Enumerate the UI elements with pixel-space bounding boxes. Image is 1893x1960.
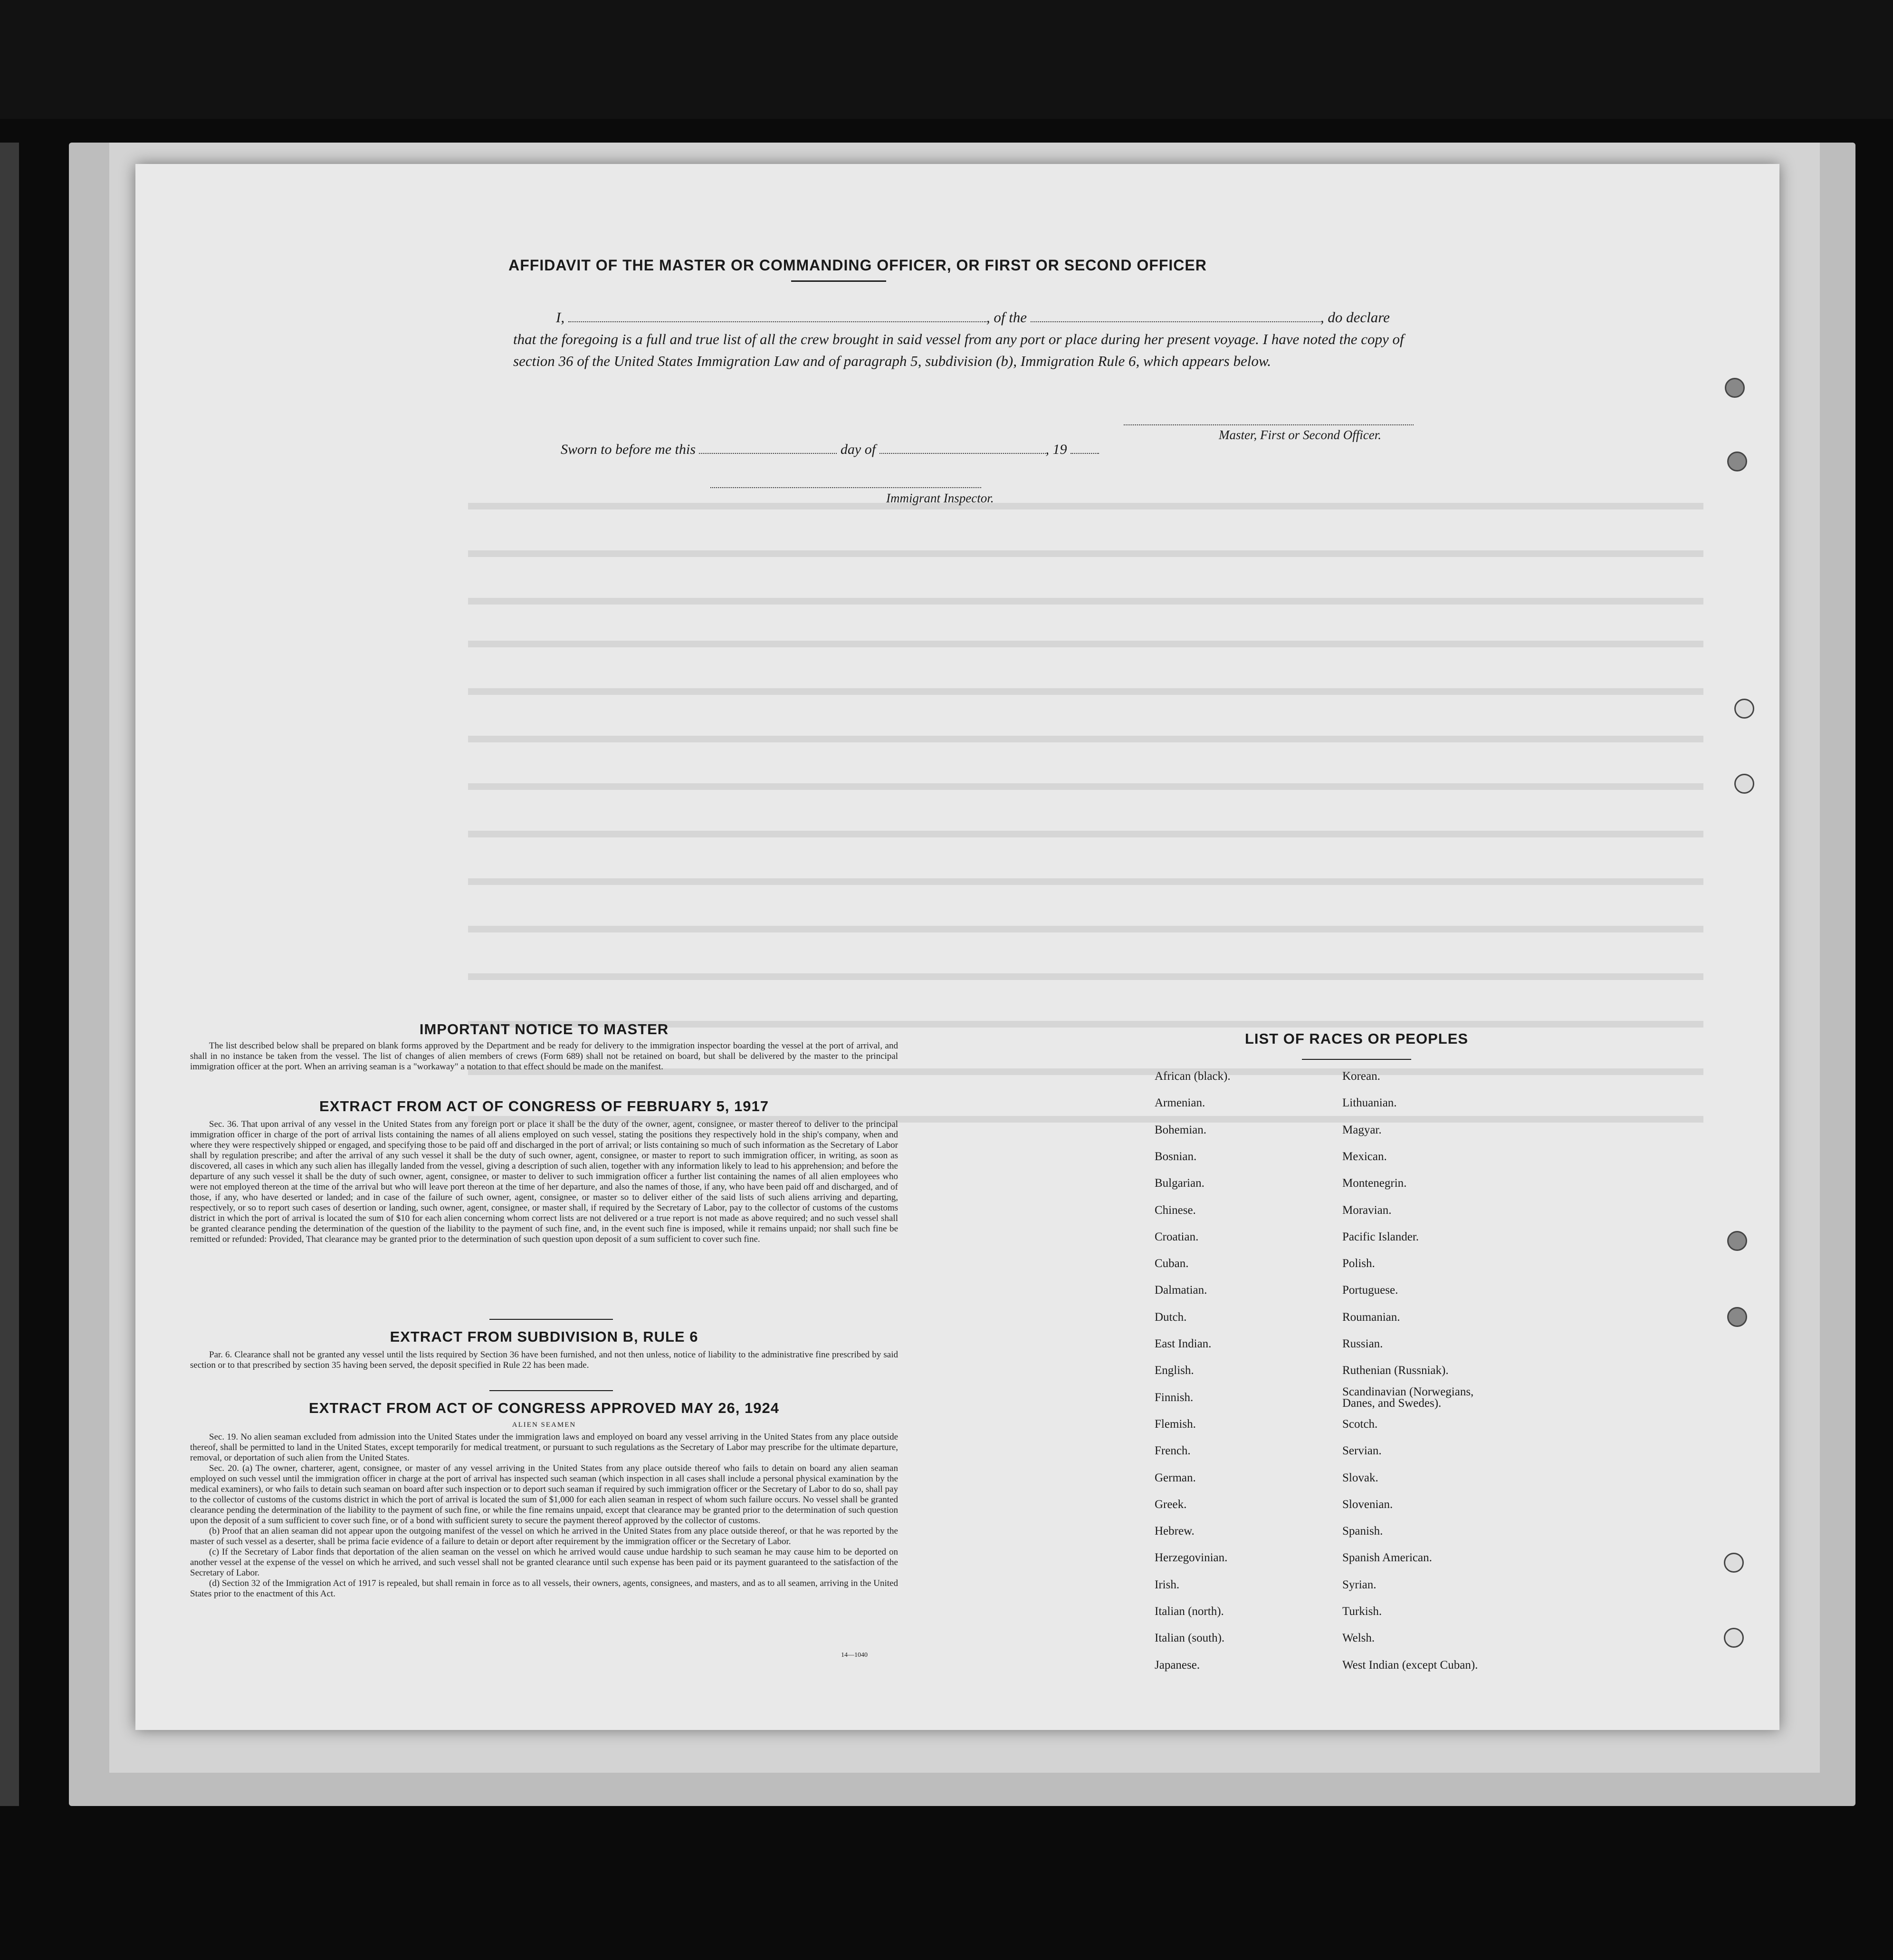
punch-hole: [1725, 378, 1745, 398]
extract-1924-subtitle: ALIEN SEAMEN: [512, 1421, 576, 1429]
punch-hole: [1727, 1231, 1747, 1251]
race-item: English.: [1155, 1364, 1194, 1377]
punch-hole: [1727, 1307, 1747, 1327]
name-blank[interactable]: [568, 308, 986, 322]
race-item: Polish.: [1342, 1257, 1375, 1270]
race-item: Dutch.: [1155, 1310, 1187, 1324]
inspector-label: Immigrant Inspector.: [886, 491, 994, 505]
race-item: Ruthenian (Russniak).: [1342, 1364, 1449, 1377]
race-item: Spanish American.: [1342, 1551, 1432, 1565]
sworn-day-blank[interactable]: [699, 440, 837, 454]
race-item: Bosnian.: [1155, 1150, 1197, 1163]
race-item: Roumanian.: [1342, 1310, 1400, 1324]
race-item: Bulgarian.: [1155, 1177, 1205, 1190]
sworn-day-of: day of: [840, 442, 876, 457]
race-item: Flemish.: [1155, 1417, 1196, 1431]
race-item: Greek.: [1155, 1498, 1187, 1511]
race-item: Turkish.: [1342, 1605, 1382, 1618]
extract-1924-text: [190, 1432, 898, 1599]
sworn-prefix: Sworn to before me this: [561, 442, 696, 457]
sworn-month-blank[interactable]: [880, 440, 1046, 454]
sworn-line: [561, 440, 1099, 458]
race-item: Hebrew.: [1155, 1525, 1195, 1538]
extract-1924-paragraph: (d) Section 32 of the Immigration Act of 1917 is repealed, but shall remain in force as to all vessels, their owners, agents, consignees, and masters, and as to all seamen, arriving in the United States prior to the enactment of this Act.: [190, 1578, 898, 1599]
extract-rule6-title: EXTRACT FROM SUBDIVISION B, RULE 6: [390, 1328, 698, 1345]
declaration-line: [513, 307, 1430, 328]
race-item: Korean.: [1342, 1070, 1380, 1083]
race-item: Spanish.: [1342, 1525, 1383, 1538]
race-item: Scandinavian (Norwegians, Danes, and Swedes).: [1342, 1385, 1474, 1410]
race-item: Mexican.: [1342, 1150, 1387, 1163]
extract-1917-paragraph: Sec. 36. That upon arrival of any vessel in the United States from any foreign port or place it shall be the duty of the owner, agent, consignee, or master thereof to deliver to the principal immigration officer in charge of the port of arrival lists containing the names of all aliens employed on such vessel, stating the positions they respectively hold in the ship's company, when and where they were respectively shipped or engaged, and specifying those to be paid off and discharged in the port of arrival; or lists containing so much of such information as the Secretary of Labor shall by regulation prescribe; and after the arrival of any such vessel it shall be the duty of such owner, agent, consignee, or master to report to such immigration officer, in writing, as soon as discovered, all cases in which any such alien has illegally landed from the vessel, giving a description of such alien, together with any information likely to lead to his apprehension; and before the departure of any such vessel it shall be the duty of such owner, agent, consignee, or master to deliver to such immigration officer a further list containing the names of all alien employees who were not employed thereon at the time of the arrival but who will leave port thereon at the time of her departure, and also the names of those, if any, who have been paid off and discharged, and of those, if any, who have deserted or landed; and in case of the failure of such owner, agent, consignee, or master so to deliver either of the said lists of such aliens arriving and departing, respectively, or so to report such cases of desertion or landing, such owner, agent, consignee, or master shall, if required by the Secretary of Labor, pay to the collector of customs of the customs district in which the port of arrival is located the sum of $10 for each alien concerning whom correct lists are not delivered or a true report is not made as above required; and no such vessel shall be granted clearance pending the determination of the question of the liability to the payment of such fine, and, in the event such fine is imposed, while it remains unpaid; nor shall such fine be remitted or refunded: Provided, That clearance may be granted prior to the determination of such question upon deposit of a sum sufficient to cover such fine.: [190, 1119, 898, 1244]
race-item: Chinese.: [1155, 1203, 1196, 1217]
races-title: LIST OF RACES OR PEOPLES: [1244, 1030, 1469, 1047]
sworn-year: , 19: [1045, 442, 1067, 457]
race-item: Irish.: [1155, 1578, 1180, 1591]
race-item: Armenian.: [1155, 1096, 1205, 1110]
declare-of-the: , of the: [986, 309, 1027, 326]
extract-1924-paragraph: Sec. 20. (a) The owner, charterer, agent, consignee, or master of any vessel arriving in the United States from any place outside thereof who fails to detain on board any alien seaman employed on such vessel until the immigration officer in charge at the port of arrival has inspected such seaman (which inspection in all cases shall include a personal physical examination by the medical examiners), or who fails to detain such seaman on board after such inspection or to deport such seaman if required by such immigration officer or the Secretary of Labor to do so, shall pay to the collector of customs of the customs district in which the port of arrival is located the sum of $1,000 for each alien seaman in respect of whom such failure occurs. No vessel shall be granted clearance pending the determination of the liability to the payment of such fine, or while the fine remains unpaid, except that clearance may be granted prior to the determination of such question upon the deposit of a sum sufficient to cover such fine, or of a bond with sufficient surety to secure the payment thereof approved by the collector of customs.: [190, 1463, 898, 1526]
inspector-signature-line[interactable]: [710, 487, 981, 488]
extract-1924-title: EXTRACT FROM ACT OF CONGRESS APPROVED MAY 26, 1924: [309, 1400, 779, 1416]
punch-hole: [1727, 452, 1747, 471]
extract-1924-paragraph: (c) If the Secretary of Labor finds that deportation of the alien seaman on the vessel on which he arrived would cause undue hardship to such seaman he may cause him to be deported on another vessel at the expense of the vessel on which he arrived, and such vessel shall not be granted clearance until such expense has been paid or its payment guaranteed to the satisfaction of the Secretary of Labor.: [190, 1547, 898, 1578]
film-frame-top: [0, 0, 1893, 119]
master-signature-label: Master, First or Second Officer.: [1219, 428, 1381, 442]
race-item: Italian (north).: [1155, 1605, 1224, 1618]
title-divider: [791, 280, 886, 282]
affidavit-body: [513, 307, 1430, 372]
race-item: African (black).: [1155, 1070, 1231, 1083]
race-item: Scotch.: [1342, 1417, 1378, 1431]
race-item: Portuguese.: [1342, 1284, 1398, 1297]
extract-1917-title: EXTRACT FROM ACT OF CONGRESS OF FEBRUARY 5, 1917: [319, 1098, 769, 1115]
declare-end: , do declare: [1320, 309, 1390, 326]
extract-rule6-text: [190, 1350, 898, 1371]
race-item: Italian (south).: [1155, 1632, 1225, 1645]
section-divider: [489, 1319, 613, 1320]
race-item: Servian.: [1342, 1444, 1382, 1458]
punch-hole: [1734, 774, 1754, 794]
declare-i: I,: [556, 309, 565, 326]
race-item: Bohemian.: [1155, 1123, 1207, 1136]
race-item: Croatian.: [1155, 1230, 1199, 1243]
extract-1924-paragraph: Sec. 19. No alien seaman excluded from admission into the United States under the immigration laws and employed on board any vessel arriving in the United States from any place outside thereof, shall be permitted to land in the United States, except temporarily for medical treatment, or pursuant to such regulations as the Secretary of Labor may prescribe for the ultimate departure, removal, or deportation of such alien from the United States.: [190, 1432, 898, 1463]
race-item: Herzegovinian.: [1155, 1551, 1228, 1565]
race-item: West Indian (except Cuban).: [1342, 1658, 1478, 1672]
document-page: [135, 164, 1779, 1730]
punch-hole: [1724, 1628, 1744, 1648]
race-item: Magyar.: [1342, 1123, 1382, 1136]
race-item: East Indian.: [1155, 1337, 1212, 1350]
races-divider: [1302, 1059, 1411, 1060]
race-item: Finnish.: [1155, 1391, 1194, 1404]
extract-1917-text: [190, 1119, 898, 1245]
race-item: Dalmatian.: [1155, 1284, 1207, 1297]
race-item: Slovak.: [1342, 1471, 1378, 1484]
film-frame-left: [0, 143, 19, 1806]
race-item: Welsh.: [1342, 1632, 1375, 1645]
race-item: German.: [1155, 1471, 1196, 1484]
race-item: Cuban.: [1155, 1257, 1189, 1270]
race-item: Russian.: [1342, 1337, 1383, 1350]
notice-text: [190, 1041, 898, 1072]
race-item: Pacific Islander.: [1342, 1230, 1419, 1243]
race-item: Syrian.: [1342, 1578, 1377, 1591]
race-item: Slovenian.: [1342, 1498, 1393, 1511]
form-number: 14—1040: [841, 1652, 868, 1659]
notice-paragraph: The list described below shall be prepared on blank forms approved by the Department and be ready for delivery to the immigration inspector boarding the vessel at the port of arrival, and shall in no instance be taken from the vessel. The list of changes of alien members of crews (Form 689) shall not be retained on board, but shall be delivered by the master to the principal immigration officer at the port. When an arriving seaman is a "workaway" a notation to that effect should be made on the manifest.: [190, 1041, 898, 1072]
master-signature-line[interactable]: [1124, 424, 1414, 425]
punch-hole: [1724, 1553, 1744, 1573]
extract-1924-paragraph: (b) Proof that an alien seaman did not appear upon the outgoing manifest of the vessel on which he arrived in the United States from any place outside thereof, or that he was reported by the master of such vessel as a deserter, shall be prima facie evidence of a failure to detain or deport after requirement by the immigration officer or the Secretary of Labor.: [190, 1526, 898, 1547]
race-item: French.: [1155, 1444, 1191, 1458]
affidavit-text: that the foregoing is a full and true list of all the crew brought in said vessel from any port or place during her present voyage. I have noted the copy of section 36 of the United States Immigration Law and of paragraph 5, subdivision (b), Immigration Rule 6, which appears below.: [513, 331, 1404, 369]
section-divider: [489, 1390, 613, 1391]
notice-title: IMPORTANT NOTICE TO MASTER: [419, 1021, 669, 1038]
race-item: Lithuanian.: [1342, 1096, 1397, 1110]
extract-rule6-paragraph: Par. 6. Clearance shall not be granted any vessel until the lists required by Section 36 have been furnished, and not then unless, notice of liability to the administrative fine prescribed by said section or to that prescribed by section 35 having been served, the deposit specified in Rule 22 has been made.: [190, 1350, 898, 1370]
race-item: Japanese.: [1155, 1658, 1200, 1672]
vessel-blank[interactable]: [1031, 308, 1320, 322]
punch-hole: [1734, 699, 1754, 719]
race-item: Moravian.: [1342, 1203, 1392, 1217]
affidavit-title: AFFIDAVIT OF THE MASTER OR COMMANDING OFFICER, OR FIRST OR SECOND OFFICER: [508, 257, 1207, 274]
sworn-year-blank[interactable]: [1071, 440, 1099, 454]
race-item: Montenegrin.: [1342, 1177, 1407, 1190]
